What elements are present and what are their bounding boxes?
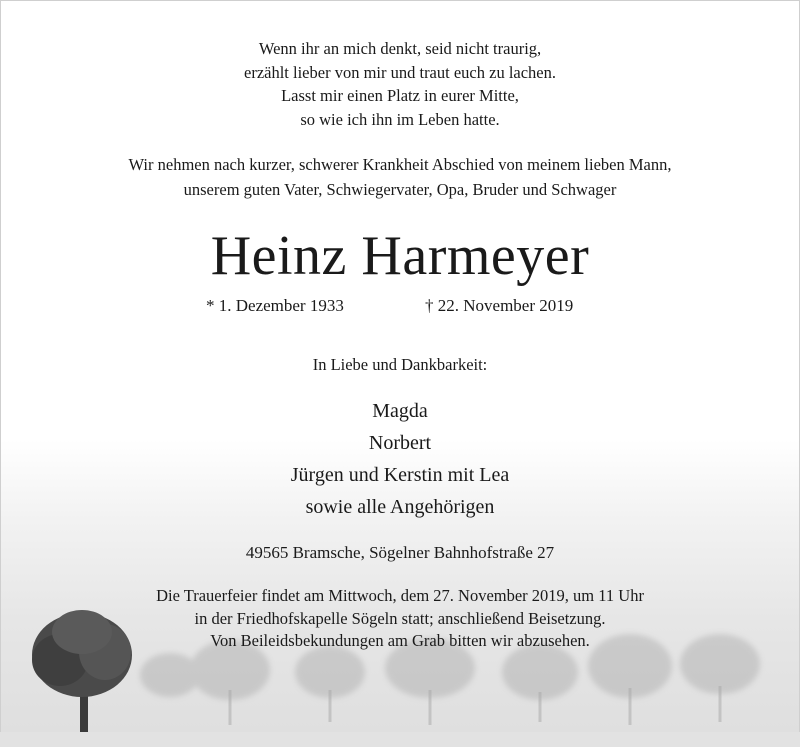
- family-list: [0, 395, 800, 523]
- family-member: Norbert: [368, 432, 432, 454]
- address: 49565 Bramsche, Sögelner Bahnhofstraße 27: [245, 543, 555, 562]
- family-member: sowie alle Angehörigen: [305, 496, 495, 518]
- life-dates: [0, 296, 800, 320]
- thanks-heading: In Liebe und Dankbarkeit:: [312, 355, 488, 374]
- poem: [0, 37, 800, 131]
- ceremony-info: [0, 585, 800, 653]
- birth-date: * 1. Dezember 1933: [206, 296, 344, 315]
- poem-line: Lasst mir einen Platz in eurer Mitte,: [281, 86, 519, 105]
- intro-line: Wir nehmen nach kurzer, schwerer Krankheit Abschied von meinem lieben Mann,: [128, 155, 672, 174]
- family-member: Jürgen und Kerstin mit Lea: [290, 464, 510, 486]
- ceremony-line: Die Trauerfeier findet am Mittwoch, dem 27. November 2019, um 11 Uhr: [156, 586, 644, 605]
- poem-line: Wenn ihr an mich denkt, seid nicht traurig,: [258, 39, 542, 58]
- intro-text: [0, 152, 800, 202]
- intro-line: unserem guten Vater, Schwiegervater, Opa, Bruder und Schwager: [183, 180, 617, 199]
- deceased-name: Heinz Harmeyer: [210, 225, 590, 287]
- family-member: Magda: [372, 400, 428, 422]
- death-date: † 22. November 2019: [425, 296, 574, 315]
- poem-line: erzählt lieber von mir und traut euch zu lachen.: [244, 62, 556, 82]
- ceremony-line: Von Beileidsbekundungen am Grab bitten wir abzusehen.: [210, 631, 590, 650]
- ceremony-line: in der Friedhofskapelle Sögeln statt; anschließend Beisetzung.: [194, 608, 606, 628]
- poem-line: so wie ich ihn im Leben hatte.: [300, 109, 500, 129]
